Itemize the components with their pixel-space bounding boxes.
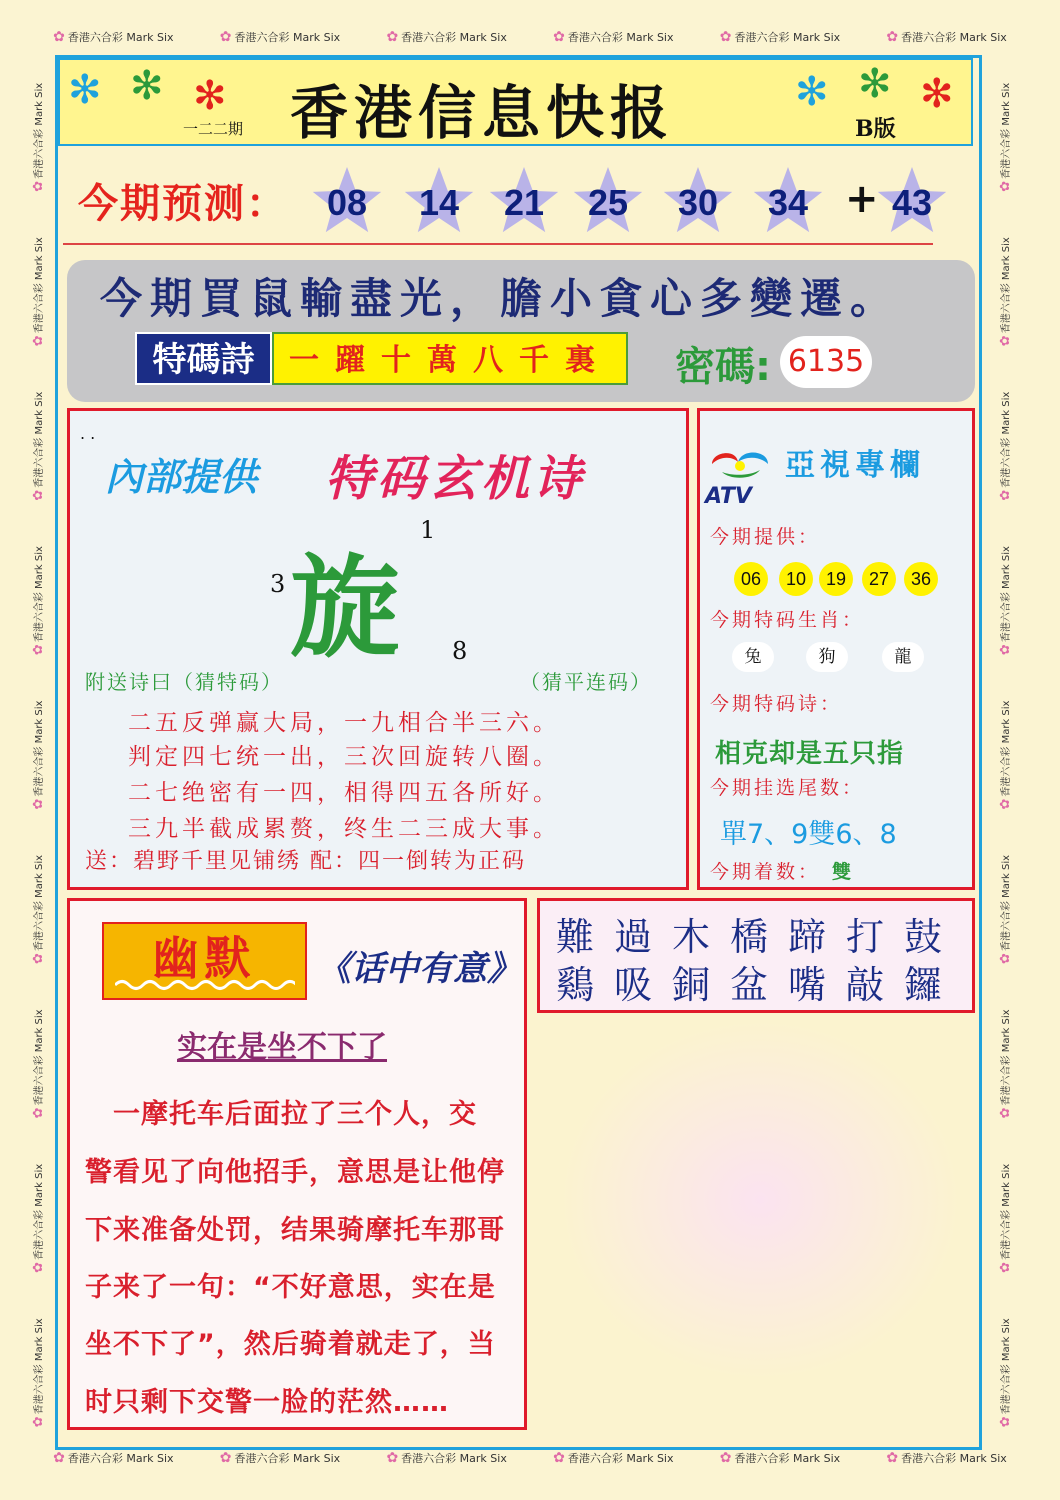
issue-number: 一二二期 <box>183 120 244 138</box>
tails-value: 單7、9雙6、8 <box>720 819 897 850</box>
flower-icon: ✿ <box>31 335 46 347</box>
watermark-item <box>886 1450 1006 1466</box>
zodiac-label: 今期特码生肖： <box>710 609 865 631</box>
number-ball: 27 <box>862 562 896 596</box>
atv-poem-label: 今期特码诗： <box>710 693 843 715</box>
joke-line: 子来了一句：“不好意思，实在是 <box>85 1272 496 1303</box>
poem-line: 判定四七统一出，三次回旋转八圈。 <box>128 744 560 770</box>
gift-line: 送：碧野千里见铺绣 配：四一倒转为正码 <box>85 849 526 874</box>
watermark-text: 香港六合彩 Mark Six <box>1001 237 1012 334</box>
watermark-item <box>997 83 1013 192</box>
riddle-character: 旋 <box>290 544 400 672</box>
watermark-left <box>25 60 51 1450</box>
number-value: 08 <box>326 182 368 223</box>
flower-icon: ✿ <box>886 29 899 45</box>
flower-icon: ✿ <box>998 180 1013 192</box>
flower-icon: ✿ <box>31 644 46 656</box>
flower-icon: ✿ <box>53 29 65 45</box>
riddle-number-right: 8 <box>452 637 468 665</box>
prediction-number <box>488 165 560 237</box>
watermark-text: 香港六合彩 Mark Six <box>1001 854 1012 952</box>
watermark-item <box>997 1164 1013 1273</box>
number-value: 21 <box>503 182 545 223</box>
gift-label-left: 附送诗曰（猜特码） <box>85 670 283 694</box>
watermark-text: 香港六合彩 Mark Six <box>901 31 1007 44</box>
watermark-item <box>220 1450 340 1466</box>
watermark-text: 香港六合彩 Mark Six <box>34 391 45 488</box>
joke-line: 坐不下了”，然后骑着就走了，当 <box>85 1329 496 1360</box>
watermark-item <box>997 701 1013 810</box>
watermark-right <box>992 60 1018 1450</box>
flower-icon: ✿ <box>31 798 46 810</box>
watermark-text: 香港六合彩 Mark Six <box>1001 82 1012 179</box>
code-label: 密碼: <box>675 344 771 390</box>
watermark-text: 香港六合彩 Mark Six <box>34 1009 45 1106</box>
slogan-text: 今期買鼠輸盡光，膽小貪心多變遷。 <box>100 274 901 323</box>
background-glow <box>560 1020 960 1380</box>
flower-icon: ✿ <box>719 29 732 45</box>
idiom-line: 難過木橋蹄打鼓 <box>556 915 963 959</box>
flower-icon: ✿ <box>998 489 1013 501</box>
number-ball: 19 <box>819 562 853 596</box>
joke-line: 下来准备处罚，结果骑摩托车那哥 <box>85 1215 505 1246</box>
number-value: 14 <box>418 182 460 223</box>
flower-icon: ✿ <box>998 1416 1013 1428</box>
watermark-text: 香港六合彩 Mark Six <box>34 854 45 952</box>
flower-icon: ✿ <box>53 1450 65 1466</box>
watermark-text: 香港六合彩 Mark Six <box>1001 546 1012 643</box>
watermark-item <box>386 1450 506 1466</box>
watermark-item <box>997 237 1013 346</box>
watermark-item <box>553 29 673 45</box>
star-icon: ✻ <box>920 71 954 117</box>
watermark-text: 香港六合彩 Mark Six <box>1001 1009 1012 1106</box>
star-icon: ✻ <box>193 73 227 119</box>
watermark-text: 香港六合彩 Mark Six <box>1001 1163 1012 1260</box>
watermark-text: 香港六合彩 Mark Six <box>734 31 841 44</box>
star-icon: ✻ <box>68 67 102 113</box>
provider-label: 內部提供 <box>105 455 258 499</box>
atv-poem: 相克却是五只指 <box>715 739 905 769</box>
flower-icon: ✿ <box>386 1450 399 1466</box>
prediction-number <box>876 165 948 237</box>
wave-decoration <box>115 978 295 992</box>
flower-icon: ✿ <box>219 29 232 45</box>
watermark-text: 香港六合彩 Mark Six <box>234 1452 341 1465</box>
number-ball: 10 <box>779 562 813 596</box>
watermark-item <box>30 701 46 810</box>
gift-label-right: （猜平连码） <box>520 670 652 694</box>
flower-icon: ✿ <box>31 1261 46 1273</box>
edition-label: B版 <box>855 116 896 142</box>
watermark-item <box>886 29 1006 45</box>
code-value: 6135 <box>780 336 872 388</box>
prediction-number <box>311 165 383 237</box>
flower-icon: ✿ <box>31 180 46 192</box>
zodiac-sign: 兔 <box>732 642 774 672</box>
number-ball: 36 <box>904 562 938 596</box>
flower-icon: ✿ <box>719 1450 732 1466</box>
watermark-item <box>30 1164 46 1273</box>
flower-icon: ✿ <box>31 1416 46 1428</box>
idiom-line: 鷄吸銅盆嘴敲鑼 <box>556 963 963 1007</box>
panel-dots: . . <box>80 424 96 443</box>
flower-icon: ✿ <box>998 953 1013 964</box>
star-icon: ✻ <box>858 61 892 107</box>
watermark-item <box>997 855 1013 964</box>
watermark-text: 香港六合彩 Mark Six <box>1001 391 1012 488</box>
watermark-item <box>30 1318 46 1427</box>
flower-icon: ✿ <box>31 489 46 501</box>
star-icon: ✻ <box>130 63 164 109</box>
watermark-text: 香港六合彩 Mark Six <box>34 82 45 179</box>
atv-title: 亞視專欄 <box>785 448 925 483</box>
special-poem-text: 一躍十萬八千裏 <box>272 332 628 385</box>
joke-heading: 实在是坐不下了 <box>177 1030 387 1065</box>
watermark-item <box>53 1450 173 1466</box>
flower-icon: ✿ <box>998 1261 1013 1273</box>
atv-logo-icon <box>708 446 772 482</box>
watermark-item <box>220 29 340 45</box>
flower-icon: ✿ <box>998 335 1013 347</box>
joke-line: 警看见了向他招手，意思是让他停 <box>85 1157 505 1188</box>
poem-title: 特码玄机诗 <box>325 451 586 507</box>
joke-line: 时只剩下交警一脸的茫然…… <box>85 1387 449 1418</box>
number-value: 25 <box>587 182 629 223</box>
poem-line: 三九半截成累赘，终生二三成大事。 <box>128 816 560 842</box>
star-icon: ✻ <box>795 69 829 115</box>
watermark-text: 香港六合彩 Mark Six <box>34 546 45 643</box>
watermark-item <box>30 83 46 192</box>
watermark-text: 香港六合彩 Mark Six <box>34 700 45 797</box>
joke-line: 一摩托车后面拉了三个人，交 <box>85 1099 477 1130</box>
flower-icon: ✿ <box>31 953 46 964</box>
prediction-number <box>662 165 734 237</box>
number-value: 43 <box>891 182 933 223</box>
zodiac-sign: 狗 <box>806 642 848 672</box>
humor-subtitle: 《话中有意》 <box>317 949 521 989</box>
prediction-number <box>752 165 824 237</box>
watermark-text: 香港六合彩 Mark Six <box>234 31 341 44</box>
watermark-text: 香港六合彩 Mark Six <box>401 31 507 44</box>
watermark-text: 香港六合彩 Mark Six <box>901 1452 1007 1465</box>
watermark-text: 香港六合彩 Mark Six <box>34 1318 45 1415</box>
number-value: 34 <box>767 182 809 223</box>
watermark-text: 香港六合彩 Mark Six <box>1001 1318 1012 1415</box>
flower-icon: ✿ <box>219 1450 232 1466</box>
riddle-number-top: 1 <box>420 516 436 544</box>
prediction-number <box>572 165 644 237</box>
flower-icon: ✿ <box>886 1450 899 1466</box>
watermark-text: 香港六合彩 Mark Six <box>34 1163 45 1260</box>
watermark-item <box>997 546 1013 655</box>
number-value: 30 <box>677 182 719 223</box>
watermark-text: 香港六合彩 Mark Six <box>1001 700 1012 797</box>
watermark-text: 香港六合彩 Mark Six <box>401 1452 507 1465</box>
plus-sign: + <box>845 176 879 222</box>
watermark-text: 香港六合彩 Mark Six <box>734 1452 841 1465</box>
watermark-item <box>720 29 840 45</box>
poem-line: 二五反弹赢大局，一九相合半三六。 <box>128 710 560 736</box>
watermark-item <box>30 546 46 655</box>
divider-line <box>63 243 933 245</box>
watermark-item <box>30 1009 46 1118</box>
special-poem-label: 特碼詩 <box>135 332 272 385</box>
prediction-number <box>403 165 475 237</box>
zodiac-sign: 龍 <box>882 642 924 672</box>
watermark-top <box>30 24 1030 50</box>
wear-label: 今期着数： <box>710 861 821 883</box>
watermark-item <box>720 1450 840 1466</box>
watermark-item <box>386 29 506 45</box>
prediction-label: 今期预测： <box>78 181 288 227</box>
flower-icon: ✿ <box>386 29 399 45</box>
humor-word: 幽默 <box>152 931 257 985</box>
number-ball: 06 <box>734 562 768 596</box>
watermark-item <box>30 855 46 964</box>
watermark-item <box>53 29 173 45</box>
watermark-item <box>30 392 46 501</box>
watermark-item <box>553 1450 673 1466</box>
flower-icon: ✿ <box>553 1450 565 1466</box>
wear-value: 雙 <box>832 861 852 883</box>
flower-icon: ✿ <box>998 644 1013 656</box>
tails-label: 今期挂选尾数： <box>710 777 865 799</box>
flower-icon: ✿ <box>998 1107 1013 1119</box>
watermark-text: 香港六合彩 Mark Six <box>567 31 674 44</box>
watermark-text: 香港六合彩 Mark Six <box>567 1452 674 1465</box>
atv-logo-text: ATV <box>705 484 752 509</box>
riddle-number-left: 3 <box>270 570 286 598</box>
watermark-item <box>997 392 1013 501</box>
watermark-item <box>997 1318 1013 1427</box>
flower-icon: ✿ <box>553 29 565 45</box>
watermark-text: 香港六合彩 Mark Six <box>67 1452 174 1465</box>
poem-line: 二七绝密有一四，相得四五各所好。 <box>128 780 560 806</box>
flower-icon: ✿ <box>31 1107 46 1119</box>
watermark-item <box>997 1009 1013 1118</box>
newspaper-title: 香港信息快报 <box>290 79 675 147</box>
provide-label: 今期提供： <box>710 526 821 548</box>
watermark-text: 香港六合彩 Mark Six <box>34 237 45 334</box>
flower-icon: ✿ <box>998 798 1013 810</box>
watermark-item <box>30 237 46 346</box>
watermark-text: 香港六合彩 Mark Six <box>67 31 174 44</box>
